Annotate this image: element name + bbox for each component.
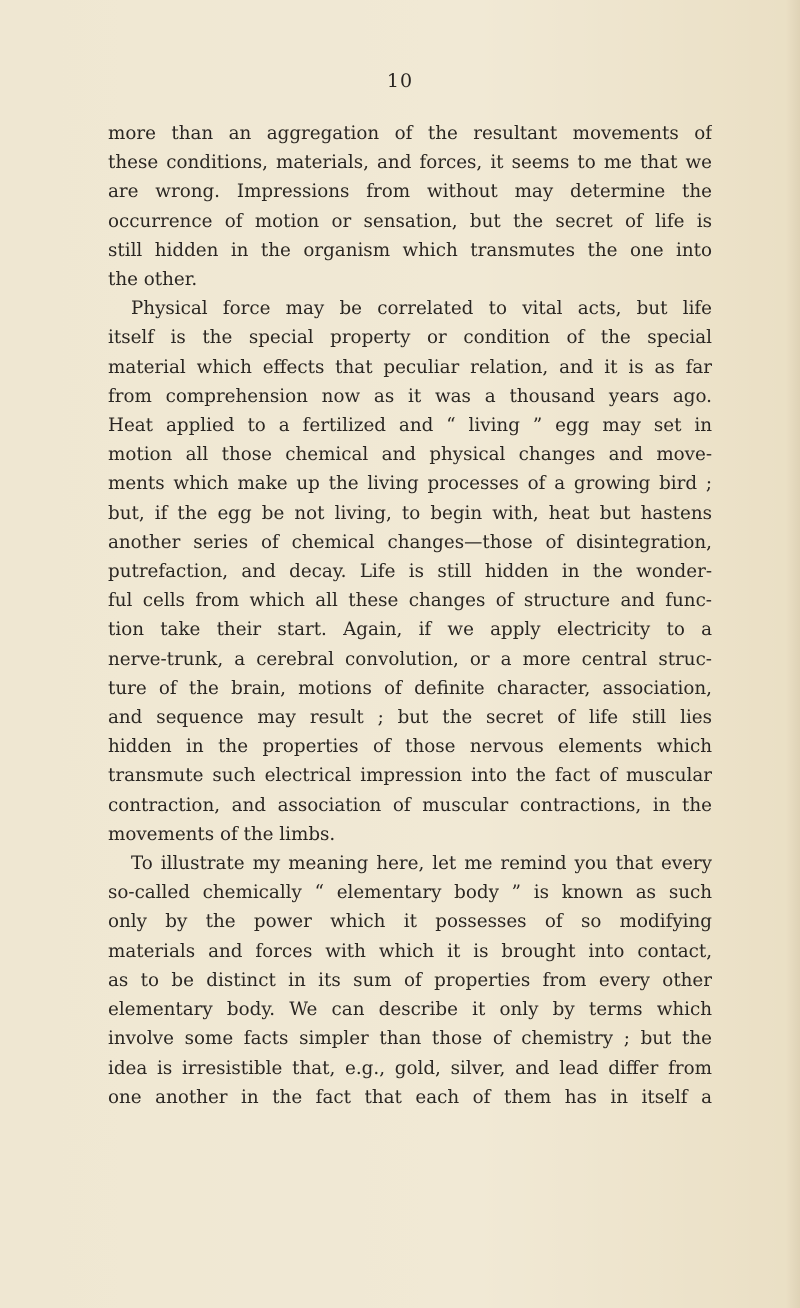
text-line: involve some facts simpler than those of chemistry ; but the [108, 1028, 712, 1050]
text-line: these conditions, materials, and forces, it seems to me that we [108, 152, 712, 174]
paragraph-1 [108, 119, 712, 294]
text-line: more than an aggregation of the resultant movements of [108, 123, 712, 144]
text-line: as to be distinct in its sum of properties from every other [108, 969, 712, 991]
text-line: To illustrate my meaning here, let me remind you that every [131, 853, 712, 875]
text-line: ful cells from which all these changes of structure and func- [108, 590, 712, 612]
text-line: another series of chemical changes—those of disintegration, [108, 531, 712, 553]
text-line: one another in the fact that each of them has in itself a [108, 1086, 712, 1108]
paragraph-2 [108, 294, 712, 849]
text-line: still hidden in the organism which transmutes the one into [108, 239, 712, 261]
text-line: but, if the egg be not living, to begin with, heat but hastens [108, 502, 712, 524]
text-line: occurrence of motion or sensation, but the secret of life is [108, 210, 712, 232]
text-line: putrefaction, and decay. Life is still hidden in the wonder- [108, 561, 712, 583]
text-line: movements of the limbs. [108, 823, 336, 845]
page-edge-shadow [786, 0, 800, 1308]
body-text [108, 119, 712, 1112]
text-line: hidden in the properties of those nervous elements which [108, 736, 712, 758]
text-line: nerve-trunk, a cerebral convolution, or a more central struc- [108, 648, 712, 670]
text-line: transmute such electrical impression into the fact of muscular [108, 765, 712, 787]
text-line: tion take their start. Again, if we apply electricity to a [108, 619, 712, 641]
text-line: idea is irresistible that, e.g., gold, silver, and lead differ from [108, 1057, 712, 1079]
text-line: and sequence may result ; but the secret of life still lies [108, 707, 712, 729]
text-line: ments which make up the living processes of a growing bird ; [108, 473, 712, 495]
text-line: itself is the special property or condition of the special [108, 327, 712, 349]
page-number: 10 [386, 70, 414, 92]
text-line: only by the power which it possesses of so modifying [108, 911, 712, 933]
text-line: motion all those chemical and physical changes and move- [108, 444, 712, 466]
text-line: ture of the brain, motions of definite character, association, [108, 677, 712, 699]
text-line: materials and forces with which it is brought into contact, [108, 940, 712, 962]
text-line: contraction, and association of muscular contractions, in the [108, 794, 712, 816]
paragraph-3 [108, 849, 712, 1112]
text-line: elementary body. We can describe it only by terms which [108, 999, 712, 1021]
text-line: are wrong. Impressions from without may determine the [108, 181, 712, 203]
text-line: the other. [108, 269, 198, 291]
text-line: from comprehension now as it was a thousand years ago. [108, 385, 712, 407]
text-line: so-called chemically “ elementary body ” is known as such [108, 882, 712, 904]
text-line: material which effects that peculiar relation, and it is as far [108, 356, 712, 378]
text-line: Physical force may be correlated to vital acts, but life [131, 298, 712, 320]
text-line: Heat applied to a fertilized and “ living ” egg may set in [108, 415, 712, 437]
